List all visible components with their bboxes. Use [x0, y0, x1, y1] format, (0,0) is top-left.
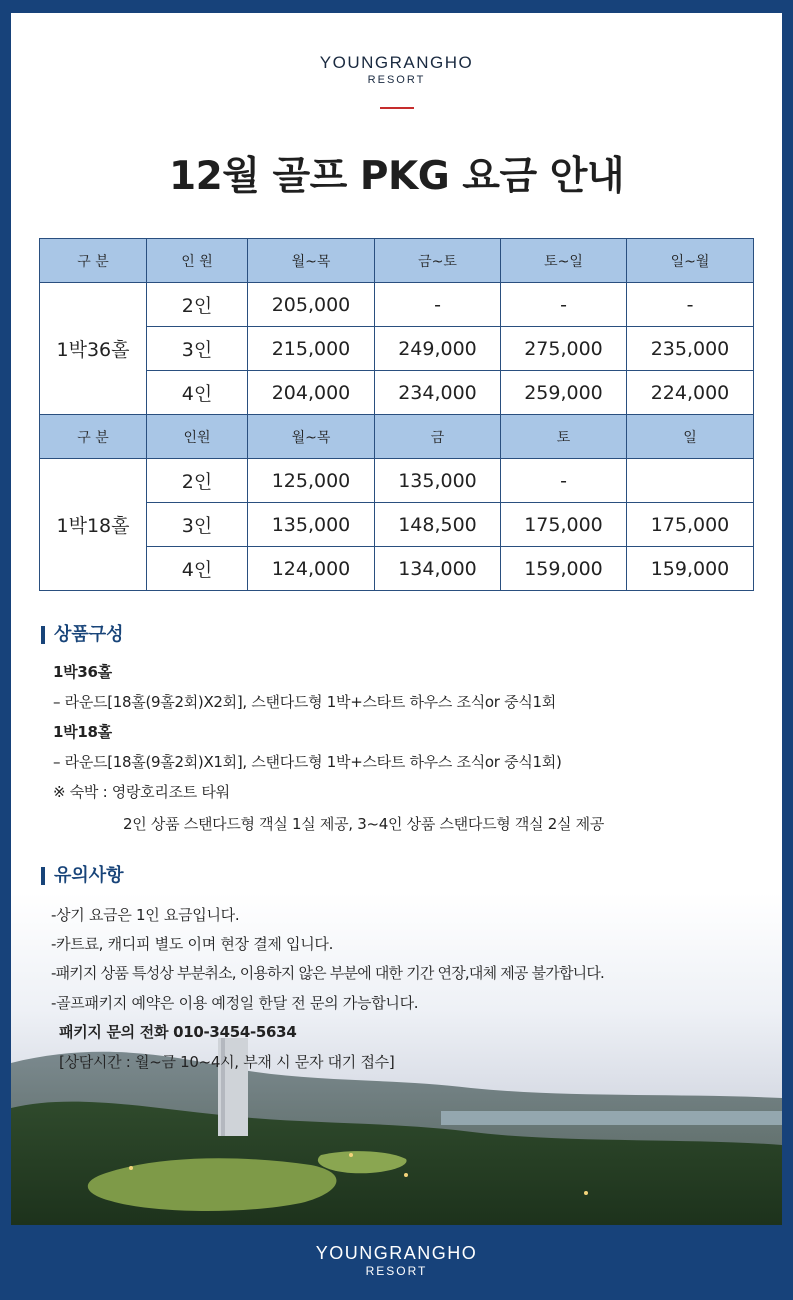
table-cell: 4인 [147, 547, 248, 591]
table-cell: 159,000 [627, 547, 754, 591]
table-row [40, 327, 754, 371]
footer-logo-line-1: YOUNGRANGHO [315, 1243, 478, 1263]
table-cell: 134,000 [375, 547, 501, 591]
table-row [40, 503, 754, 547]
table-cell: 215,000 [248, 327, 375, 371]
table-cell: 224,000 [627, 371, 754, 415]
product-36-desc: – 라운드[18홀(9홀2회)X2회], 스탠다드형 1박+스타트 하우스 조식or 중식1회 [53, 693, 556, 711]
header-cell: 월~목 [248, 415, 375, 459]
table-cell: - [501, 283, 627, 327]
header-cell: 인 원 [147, 239, 248, 283]
header-cell: 일 [627, 415, 754, 459]
table-cell: 2인 [147, 283, 248, 327]
footer-logo-line-2: RESORT [365, 1264, 428, 1278]
note-item: -골프패키지 예약은 이용 예정일 한달 전 문의 가능합니다. [51, 994, 419, 1012]
header-cell: 금 [375, 415, 501, 459]
note-item: -카트료, 캐디피 별도 이며 현장 결제 입니다. [51, 935, 334, 953]
product-18-desc: – 라운드[18홀(9홀2회)X1회], 스탠다드형 1박+스타트 하우스 조식or 중식1회) [53, 753, 562, 771]
table-header-18 [40, 415, 754, 459]
table-cell: 2인 [147, 459, 248, 503]
table-cell: 148,500 [375, 503, 501, 547]
table-cell: 124,000 [248, 547, 375, 591]
logo-line-1: YOUNGRANGHO [319, 53, 474, 72]
table-header-36 [40, 239, 754, 283]
product-36-title: 1박36홀 [53, 663, 112, 681]
table-row [40, 547, 754, 591]
table-cell [627, 459, 754, 503]
table-cell: 204,000 [248, 371, 375, 415]
stay-detail: 2인 상품 스탠다드형 객실 1실 제공, 3~4인 상품 스탠다드형 객실 2실 제공 [123, 815, 605, 833]
table-cell: 175,000 [501, 503, 627, 547]
table-cell: 175,000 [627, 503, 754, 547]
table-cell: - [501, 459, 627, 503]
page-title: 12월 골프 PKG 요금 안내 [168, 154, 625, 199]
table-cell: 159,000 [501, 547, 627, 591]
table-cell: 135,000 [375, 459, 501, 503]
note-item: -패키지 상품 특성상 부분취소, 이용하지 않은 부분에 대한 기간 연장,대체 제공 불가합니다. [51, 964, 605, 982]
product-section-title: 상품구성 [41, 624, 124, 646]
table-cell: 3인 [147, 503, 248, 547]
header-cell: 구 분 [40, 415, 147, 459]
product-18-title: 1박18홀 [53, 723, 112, 741]
table-cell: - [627, 283, 754, 327]
table-cell: 259,000 [501, 371, 627, 415]
header-cell: 토~일 [501, 239, 627, 283]
header-cell: 구 분 [40, 239, 147, 283]
contact-phone: 패키지 문의 전화 010-3454-5634 [59, 1023, 297, 1041]
resort-logo [11, 53, 782, 87]
logo-line-2: RESORT [367, 74, 426, 86]
table-cell: 205,000 [248, 283, 375, 327]
table-cell: 3인 [147, 327, 248, 371]
table-row [40, 283, 754, 327]
table-cell: 135,000 [248, 503, 375, 547]
header-cell: 인원 [147, 415, 248, 459]
table-row [40, 459, 754, 503]
notes-section-title: 유의사항 [41, 865, 124, 887]
table-cell: 235,000 [627, 327, 754, 371]
table-cell: 249,000 [375, 327, 501, 371]
group-label-18: 1박18홀 [40, 459, 147, 591]
footer-logo [0, 1243, 793, 1279]
header-cell: 월~목 [248, 239, 375, 283]
rate-table [39, 238, 754, 591]
table-cell: 234,000 [375, 371, 501, 415]
header-cell: 일~월 [627, 239, 754, 283]
stay-info: ※ 숙박 : 영랑호리조트 타워 [53, 783, 230, 801]
header-cell: 토 [501, 415, 627, 459]
table-cell: 4인 [147, 371, 248, 415]
table-row [40, 371, 754, 415]
note-item: -상기 요금은 1인 요금입니다. [51, 906, 240, 924]
title-divider [380, 107, 414, 109]
table-cell: 275,000 [501, 327, 627, 371]
header-cell: 금~토 [375, 239, 501, 283]
flyer-sheet [11, 13, 782, 1225]
table-cell: - [375, 283, 501, 327]
contact-hours: [상담시간 : 월~금 10~4시, 부재 시 문자 대기 접수] [59, 1053, 395, 1071]
group-label-36: 1박36홀 [40, 283, 147, 415]
table-cell: 125,000 [248, 459, 375, 503]
